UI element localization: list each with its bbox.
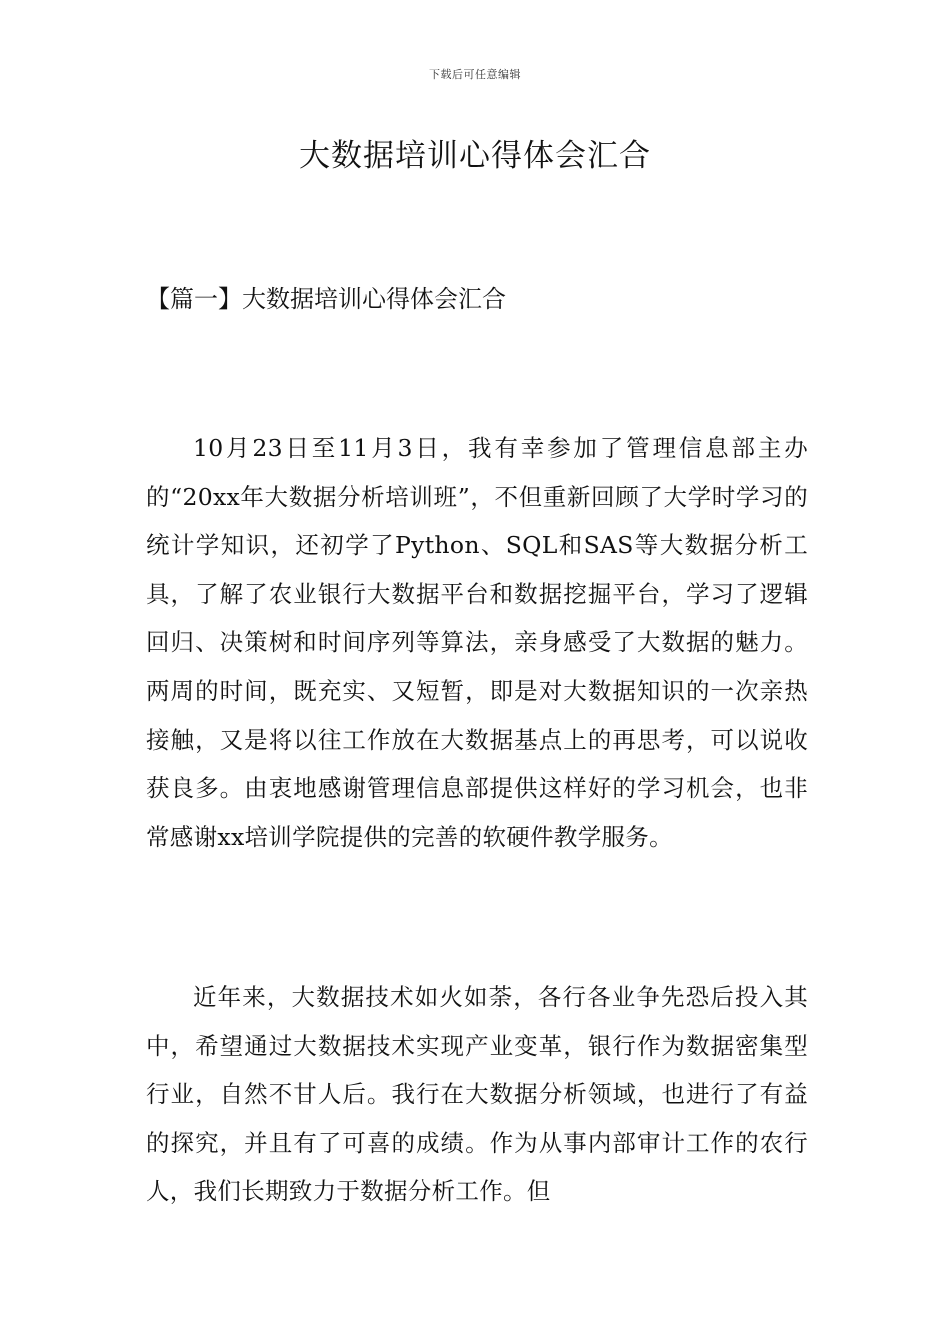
body-paragraph-1: 10月23日至11月3日，我有幸参加了管理信息部主办的“20xx年大数据分析培训班”，不但重新回顾了大学时学习的统计学知识，还初学了Python、SQL和SAS等大数据分析工具，了解了农业银行大数据平台和数据挖掘平台，学习了逻辑回归、决策树和时间序列等算法，亲身感受了大数据的魅力。两周的时间，既充实、又短暂，即是对大数据知识的一次亲热接触，又是将以往工作放在大数据基点上的再思考，可以说收获良多。由衷地感谢管理信息部提供这样好的学习机会，也非常感谢xx培训学院提供的完善的软硬件教学服务。 <box>146 434 808 851</box>
body-paragraph-2: 近年来，大数据技术如火如荼，各行各业争先恐后投入其中，希望通过大数据技术实现产业变革，银行作为数据密集型行业，自然不甘人后。我行在大数据分析领域，也进行了有益的探究，并且有了可喜的成绩。作为从事内部审计工作的农行人，我们长期致力于数据分析工作。但 <box>146 983 808 1206</box>
document-title: 大数据培训心得体会汇合 <box>299 138 651 174</box>
section-heading: 【篇一】大数据培训心得体会汇合 <box>146 285 506 313</box>
header-note: 下载后可任意编辑 <box>429 68 521 81</box>
